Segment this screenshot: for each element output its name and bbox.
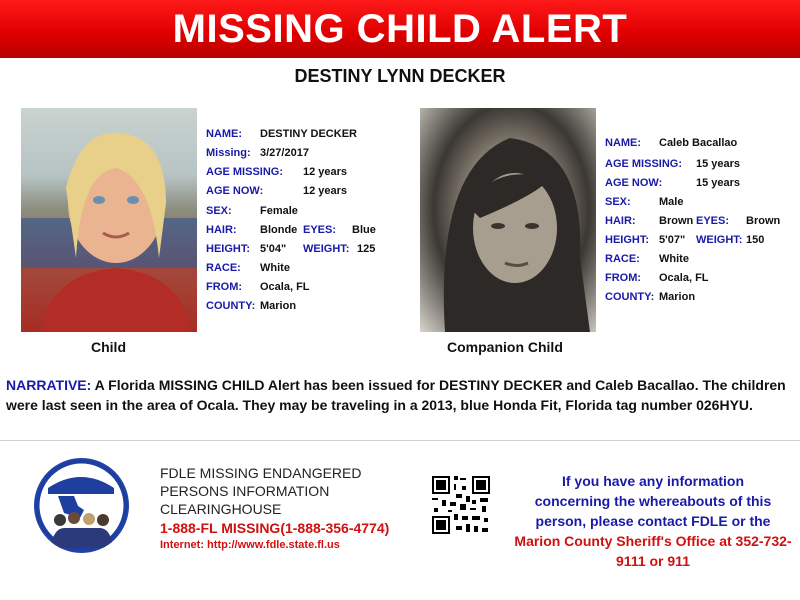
- child-race-label: RACE:: [206, 262, 241, 274]
- child-weight-value: 125: [357, 243, 376, 255]
- companion-name-value: Caleb Bacallao: [659, 137, 738, 149]
- companion-age-missing-value: 15 years: [696, 158, 741, 170]
- child-sex-label: SEX:: [206, 205, 232, 217]
- child-age-now-row: [206, 185, 348, 197]
- child-photo: [21, 108, 197, 332]
- companion-age-now-value: 15 years: [696, 177, 741, 189]
- child-race-row: [206, 262, 290, 274]
- qr-code-icon: [430, 474, 492, 536]
- missing-person-name: DESTINY LYNN DECKER: [294, 66, 506, 86]
- companion-race-value: White: [659, 253, 689, 265]
- hotline-phone: 1-888-FL MISSING(1-888-356-4774): [160, 520, 390, 536]
- companion-height-label: HEIGHT:: [605, 234, 649, 246]
- companion-sex-value: Male: [659, 196, 684, 208]
- child-caption: Child: [91, 339, 126, 355]
- companion-name-label: NAME:: [605, 137, 642, 149]
- companion-county-label: COUNTY:: [605, 291, 655, 303]
- child-hair-label: HAIR:: [206, 224, 237, 236]
- child-missing-row: [206, 147, 309, 159]
- companion-weight-label: WEIGHT:: [696, 234, 743, 246]
- companion-eyes-label: EYES:: [696, 215, 730, 227]
- footer-divider: [0, 440, 800, 441]
- child-weight-label: WEIGHT:: [303, 243, 350, 255]
- companion-age-missing-row: [605, 158, 741, 170]
- child-from-value: Ocala, FL: [260, 281, 310, 293]
- companion-weight-value: 150: [746, 234, 765, 246]
- companion-hair-value: Brown: [659, 215, 694, 227]
- contact-info: [508, 471, 798, 571]
- child-hair-eyes-row: [206, 224, 376, 236]
- companion-county-value: Marion: [659, 291, 696, 303]
- child-county-label: COUNTY:: [206, 300, 256, 312]
- narrative-line-1: [6, 375, 796, 395]
- companion-sex-row: [605, 196, 684, 208]
- contact-line-5: 9111 or 911: [616, 553, 690, 569]
- child-county-row: [206, 300, 297, 312]
- child-sex-row: [206, 205, 298, 217]
- website-link[interactable]: Internet: http://www.fdle.state.fl.us: [160, 539, 340, 551]
- child-name-value: DESTINY DECKER: [260, 128, 357, 140]
- clearinghouse-line-2: PERSONS INFORMATION: [160, 483, 330, 499]
- companion-caption: Companion Child: [447, 339, 563, 355]
- contact-line-1: If you have any information: [561, 473, 745, 489]
- child-height-weight-row: [206, 243, 376, 255]
- companion-height-weight-row: [605, 234, 765, 246]
- child-hair-value: Blonde: [260, 224, 298, 236]
- child-age-missing-value: 12 years: [303, 166, 348, 178]
- child-age-now-value: 12 years: [303, 185, 348, 197]
- child-name-label: NAME:: [206, 128, 243, 140]
- companion-from-value: Ocala, FL: [659, 272, 709, 284]
- contact-line-3: person, please contact FDLE or the: [535, 513, 771, 529]
- alert-banner: [0, 0, 800, 58]
- child-height-label: HEIGHT:: [206, 243, 250, 255]
- narrative: [6, 375, 796, 415]
- narrative-label: NARRATIVE:: [6, 377, 92, 393]
- companion-from-row: [605, 272, 709, 284]
- child-name-row: [206, 128, 357, 140]
- narrative-text-1: A Florida MISSING CHILD Alert has been issued for DESTINY DECKER and Caleb Bacallao. The children: [94, 377, 786, 393]
- child-sex-value: Female: [260, 205, 298, 217]
- companion-sex-label: SEX:: [605, 196, 631, 208]
- child-eyes-value: Blue: [352, 224, 376, 236]
- companion-hair-label: HAIR:: [605, 215, 636, 227]
- companion-name-row: [605, 137, 738, 149]
- child-age-missing-row: [206, 166, 348, 178]
- companion-from-label: FROM:: [605, 272, 642, 284]
- companion-height-value: 5'07": [659, 234, 686, 246]
- child-age-now-label: AGE NOW:: [206, 185, 264, 197]
- clearinghouse-line-1: FDLE MISSING ENDANGERED: [160, 465, 362, 481]
- child-age-missing-label: AGE MISSING:: [206, 166, 284, 178]
- clearinghouse-line-3: CLEARINGHOUSE: [160, 501, 282, 517]
- companion-photo: [420, 108, 596, 332]
- companion-race-label: RACE:: [605, 253, 640, 265]
- narrative-text-2: were last seen in the area of Ocala. They may be traveling in a 2013, blue Honda Fit, Florida tag number 026HYU.: [6, 397, 753, 413]
- alert-title: MISSING CHILD ALERT: [172, 6, 628, 51]
- clearinghouse-info: [160, 464, 389, 551]
- child-eyes-label: EYES:: [303, 224, 337, 236]
- companion-hair-eyes-row: [605, 215, 781, 227]
- child-from-label: FROM:: [206, 281, 243, 293]
- companion-age-now-row: [605, 177, 741, 189]
- companion-age-now-label: AGE NOW:: [605, 177, 663, 189]
- contact-line-4: Marion County Sheriff's Office at 352-732-: [514, 533, 792, 549]
- fdle-clearinghouse-seal-icon: [34, 458, 129, 553]
- child-race-value: White: [260, 262, 290, 274]
- child-missing-label: Missing:: [206, 147, 251, 159]
- companion-race-row: [605, 253, 689, 265]
- companion-eyes-value: Brown: [746, 215, 781, 227]
- companion-age-missing-label: AGE MISSING:: [605, 158, 683, 170]
- child-county-value: Marion: [260, 300, 297, 312]
- child-missing-value: 3/27/2017: [260, 147, 309, 159]
- companion-county-row: [605, 291, 696, 303]
- contact-line-2: concerning the whereabouts of this: [534, 493, 772, 509]
- child-height-value: 5'04": [260, 243, 287, 255]
- child-from-row: [206, 281, 310, 293]
